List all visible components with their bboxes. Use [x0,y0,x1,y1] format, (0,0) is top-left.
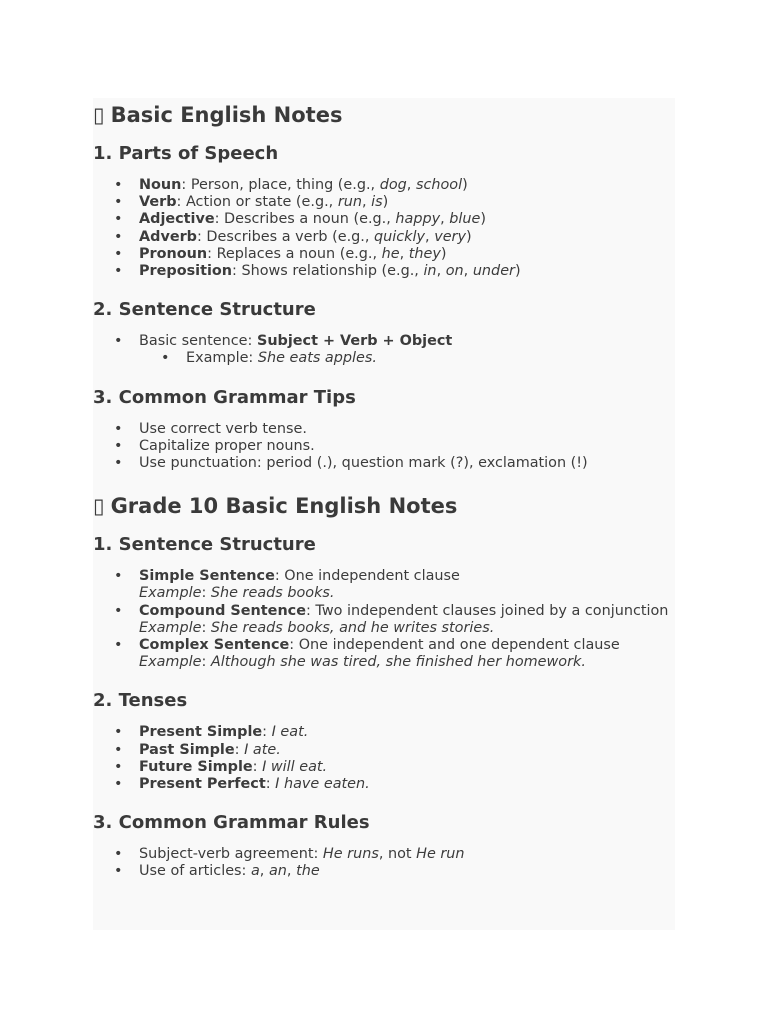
parts-of-speech-list [93,177,683,280]
list-item: • Future Simple: I will eat. [93,759,683,776]
doc2-s1-heading: 1. Sentence Structure [93,534,316,556]
list-item: • Compound Sentence: Two independent clauses joined by a conjunction Example: She reads books, and he writes stories. [93,603,683,637]
list-item: • Past Simple: I ate. [93,742,683,759]
grammar-rules-list [93,846,683,880]
list-item: • Preposition: Shows relationship (e.g., in, on, under) [93,263,683,280]
sentence-structure-list [93,333,683,367]
list-item: • Subject-verb agreement: He runs, not He run [93,846,683,863]
list-item: • Adjective: Describes a noun (e.g., happy, blue) [93,211,683,228]
tenses-list [93,724,683,793]
grammar-tips-list [93,421,683,473]
doc2-s2-heading: 2. Tenses [93,690,188,712]
list-item: • Noun: Person, place, thing (e.g., dog, school) [93,177,683,194]
list-item: • Use of articles: a, an, the [93,863,683,880]
doc2-s3-heading: 3. Common Grammar Rules [93,812,370,834]
list-item: • Adverb: Describes a verb (e.g., quickly, very) [93,229,683,246]
list-item: • Present Simple: I eat. [93,724,683,741]
list-item: • Present Perfect: I have eaten. [93,776,683,793]
doc1-s2-heading: 2. Sentence Structure [93,299,316,321]
document-content [93,100,683,881]
doc1-s1-heading: 1. Parts of Speech [93,143,279,164]
list-item: • Basic sentence: Subject + Verb + Object [93,333,683,350]
doc1-title: ▯ Basic English Notes [93,103,343,127]
sentence-types-list [93,568,683,671]
list-item: • Capitalize proper nouns. [93,438,683,455]
list-item: • Simple Sentence: One independent clause Example: She reads books. [93,568,683,602]
notebook-icon: ▯ [93,494,105,519]
list-item: • Use correct verb tense. [93,421,683,438]
list-item: • Complex Sentence: One independent and one dependent clause Example: Although she was tired, she finished her homework. [93,637,683,671]
doc2-title: ▯ Grade 10 Basic English Notes [93,494,458,519]
notebook-icon: ▯ [93,103,105,127]
list-item: • Verb: Action or state (e.g., run, is) [93,194,683,211]
list-item: • Pronoun: Replaces a noun (e.g., he, they) [93,246,683,263]
list-item: • Example: She eats apples. [93,350,683,367]
doc1-s3-heading: 3. Common Grammar Tips [93,386,356,408]
list-item: • Use punctuation: period (.), question mark (?), exclamation (!) [93,455,683,472]
